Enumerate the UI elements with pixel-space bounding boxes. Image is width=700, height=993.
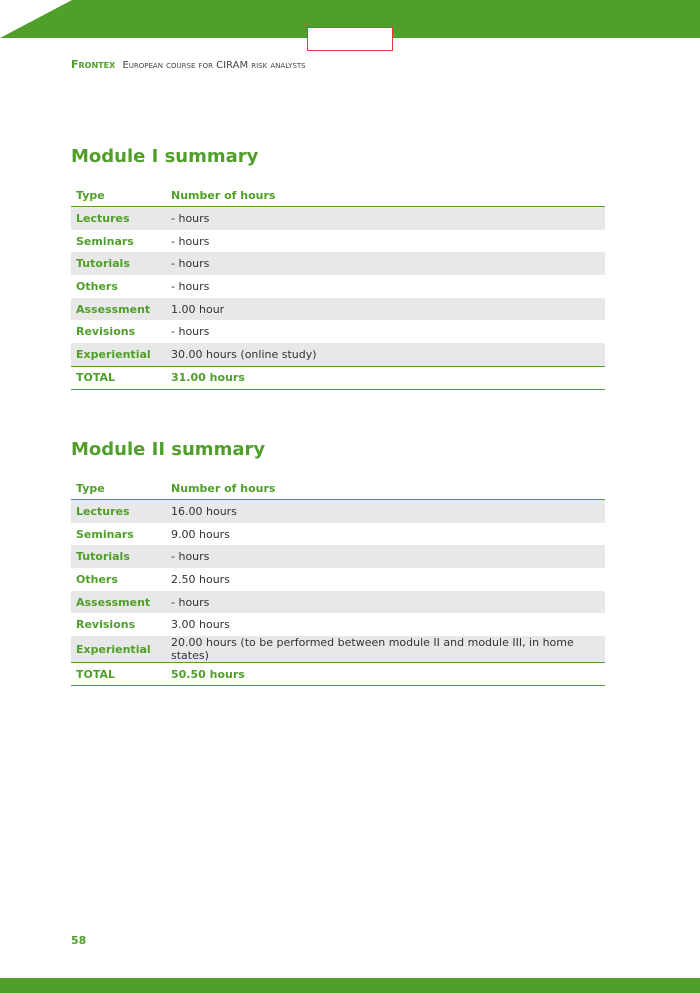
total-label: TOTAL <box>71 366 166 389</box>
row-type: Seminars <box>76 234 134 248</box>
row-type: Assessment <box>71 591 166 614</box>
total-row <box>71 366 605 389</box>
row-type: Experiential <box>71 343 166 366</box>
total-value: 50.50 hours <box>166 663 605 686</box>
row-type: Others <box>76 279 118 293</box>
module-1-summary-table <box>71 184 605 390</box>
bottom-color-band <box>0 978 700 993</box>
row-hours: 20.00 hours (to be performed between module II and module III, in home states) <box>166 636 605 663</box>
table-row <box>71 343 605 366</box>
row-type: Lectures <box>71 207 166 230</box>
column-header-type: Type <box>71 477 166 500</box>
running-header-brand: Frontex <box>71 58 116 71</box>
row-type: Assessment <box>71 298 166 321</box>
table-row <box>71 523 605 546</box>
table-row <box>71 252 605 275</box>
row-type: Seminars <box>76 527 134 541</box>
row-hours: - hours <box>171 325 210 339</box>
top-band-notch <box>0 0 72 38</box>
row-hours: - hours <box>171 279 210 293</box>
row-type: Tutorials <box>71 545 166 568</box>
table-row <box>71 545 605 568</box>
row-type: Revisions <box>76 618 136 632</box>
table-row <box>71 500 605 523</box>
row-hours: 1.00 hour <box>166 298 605 321</box>
table-row <box>71 207 605 230</box>
table-row <box>71 591 605 614</box>
table-row <box>71 275 605 298</box>
table-header-row <box>71 477 605 500</box>
header-marker-box <box>307 27 393 51</box>
running-header <box>71 58 306 71</box>
row-hours: 2.50 hours <box>171 572 230 586</box>
row-type: Revisions <box>76 325 136 339</box>
row-hours: - hours <box>171 234 210 248</box>
running-header-subtitle: European course for CIRAM risk analysts <box>122 60 306 71</box>
table-row <box>71 636 605 663</box>
row-type: Tutorials <box>71 252 166 275</box>
column-header-hours: Number of hours <box>166 184 605 207</box>
table-header-row <box>71 184 605 207</box>
row-hours: - hours <box>166 591 605 614</box>
row-type: Lectures <box>71 500 166 523</box>
module-2-summary-table <box>71 477 605 686</box>
column-header-type: Type <box>71 184 166 207</box>
table-row <box>71 613 605 636</box>
table-row <box>71 320 605 343</box>
total-value: 31.00 hours <box>166 366 605 389</box>
row-hours: - hours <box>166 252 605 275</box>
row-hours: 9.00 hours <box>171 527 230 541</box>
column-header-hours: Number of hours <box>166 477 605 500</box>
module-2-title: Module II summary <box>71 439 266 460</box>
total-row <box>71 663 605 686</box>
table-row <box>71 568 605 591</box>
row-type: Experiential <box>71 636 166 663</box>
row-hours: - hours <box>166 207 605 230</box>
row-hours: - hours <box>166 545 605 568</box>
table-row <box>71 298 605 321</box>
total-label: TOTAL <box>71 663 166 686</box>
row-hours: 30.00 hours (online study) <box>166 343 605 366</box>
page-number: 58 <box>71 934 87 947</box>
row-type: Others <box>76 572 118 586</box>
module-1-title: Module I summary <box>71 146 259 167</box>
row-hours: 3.00 hours <box>171 618 230 632</box>
row-hours: 16.00 hours <box>166 500 605 523</box>
table-row <box>71 230 605 253</box>
